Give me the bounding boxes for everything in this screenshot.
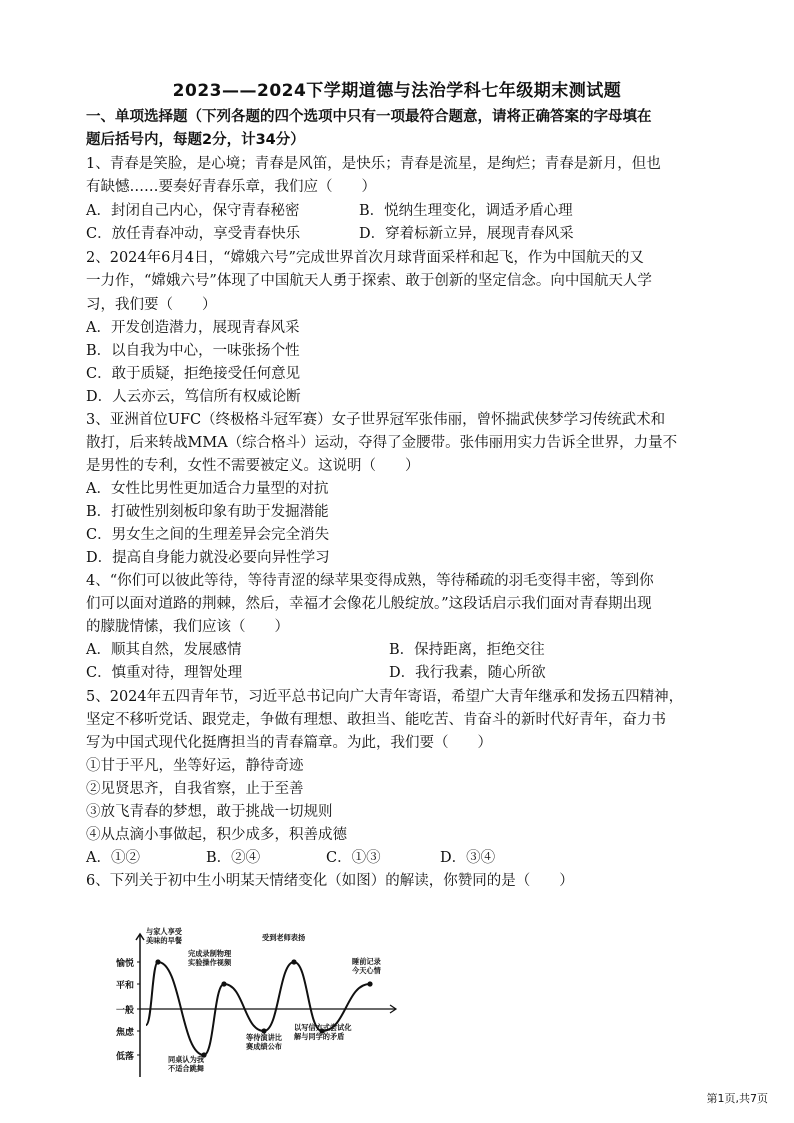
section-instruction-line1: 一、单项选择题（下列各题的四个选项中只有一项最符合题意，请将正确答案的字母填在	[86, 109, 652, 125]
event-annotation: 赛成绩公布	[246, 1042, 282, 1051]
emotion-point	[155, 959, 160, 964]
q1-stem-line2: 有缺憾……要奏好青春乐章，我们应（ ）	[86, 179, 376, 195]
q1-option-c: C．放任青春冲动，享受青春快乐	[86, 226, 301, 242]
q3-option-d: D．提高自身能力就没必要向异性学习	[86, 550, 330, 566]
q6-stem-line1: 6、下列关于初中生小明某天情绪变化（如图）的解读，你赞同的是（ ）	[86, 873, 574, 889]
q2-option-b: B．以自我为中心，一味张扬个性	[86, 343, 300, 359]
q5-statement-2: ②见贤思齐，自我省察，止于至善	[86, 781, 304, 797]
q2-option-c: C．敢于质疑，拒绝接受任何意见	[86, 366, 301, 382]
event-annotation: 美味的早餐	[146, 936, 182, 945]
q5-statement-3: ③放飞青春的梦想，敢于挑战一切规则	[86, 804, 333, 820]
q3-option-c: C．男女生之间的生理差异会完全消失	[86, 527, 330, 543]
q2-stem-line2: 一力作，“嫦娥六号”体现了中国航天人勇于探索、敢于创新的坚定信念。向中国航天人学	[86, 273, 652, 289]
q4-option-a: A．顺其自然，发展感情	[86, 642, 242, 658]
q5-option-b: B．②④	[206, 850, 261, 866]
q5-stem-line3: 写为中国式现代化挺膺担当的青春篇章。为此，我们要（ ）	[86, 735, 492, 751]
q3-stem-line3: 是男性的专利，女性不需要被定义。这说明（ ）	[86, 458, 420, 474]
q1-stem-line1: 1、青春是笑脸，是心境；青春是风笛，是快乐；青春是流星，是绚烂；青春是新月，但也	[86, 156, 661, 172]
emotion-change-chart	[96, 922, 416, 1087]
emotion-point	[221, 981, 226, 986]
event-annotation: 睡前记录	[352, 957, 381, 966]
q5-option-c: C．①③	[326, 850, 381, 866]
event-annotation: 实验操作视频	[188, 958, 232, 967]
y-level-label: 愉悦	[115, 959, 134, 969]
q5-option-a: A．①②	[86, 850, 140, 866]
q1-option-b: B．悦纳生理变化，调适矛盾心理	[359, 203, 573, 219]
q4-option-b: B．保持距离，拒绝交往	[389, 642, 545, 658]
chart-y-labels	[115, 957, 140, 1062]
q2-stem-line1: 2、2024年6月4日，“嫦娥六号”完成世界首次月球背面采样和起飞，作为中国航天的又	[86, 250, 644, 266]
event-annotation: 完成录制物理	[188, 949, 232, 958]
emotion-point	[367, 981, 372, 986]
q1-option-d: D．穿着标新立异，展现青春风采	[359, 226, 574, 242]
event-annotation: 解与同学的矛盾	[294, 1032, 345, 1041]
q4-stem-line3: 的朦胧情愫，我们应该（ ）	[86, 619, 289, 635]
event-annotation: 以写信方式尝试化	[294, 1023, 352, 1032]
event-annotation: 不适合跳舞	[168, 1064, 204, 1073]
event-annotation: 同桌认为我	[168, 1055, 204, 1064]
q2-option-a: A．开发创造潜力，展现青春风采	[86, 320, 300, 336]
q5-option-d: D．③④	[440, 850, 496, 866]
q3-option-b: B．打破性别刻板印象有助于发掘潜能	[86, 504, 329, 520]
event-annotation: 今天心情	[352, 966, 381, 975]
y-level-label: 平和	[115, 981, 134, 991]
y-level-label: 焦虑	[115, 1028, 134, 1038]
y-level-label: 一般	[115, 1006, 134, 1016]
q1-option-a: A．封闭自己内心，保守青春秘密	[86, 203, 300, 219]
page-title: 2023——2024下学期道德与法治学科七年级期末测试题	[172, 81, 622, 101]
q5-stem-line1: 5、2024年五四青年节，习近平总书记向广大青年寄语，希望广大青年继承和发扬五四精神，	[86, 689, 684, 705]
q2-option-d: D．人云亦云，笃信所有权威论断	[86, 389, 301, 405]
q3-stem-line2: 散打，后来转战MMA（综合格斗）运动，夺得了金腰带。张伟丽用实力告诉全世界，力量不	[86, 435, 678, 451]
q5-statement-4: ④从点滴小事做起，积少成多，积善成德	[86, 827, 347, 843]
q4-stem-line1: 4、“你们可以彼此等待，等待青涩的绿苹果变得成熟，等待稀疏的羽毛变得丰密，等到你	[86, 573, 654, 589]
event-annotation: 等待演讲比	[246, 1033, 282, 1042]
y-level-label: 低落	[115, 1052, 134, 1062]
event-annotation: 受到老师表扬	[262, 933, 306, 942]
q3-option-a: A．女性比男性更加适合力量型的对抗	[86, 481, 329, 497]
q4-stem-line2: 们可以面对道路的荆棘，然后，幸福才会像花儿般绽放。”这段话启示我们面对青春期出现	[86, 596, 652, 612]
section-instruction-line2: 题后括号内，每题2分，计34分）	[86, 132, 305, 148]
q3-stem-line1: 3、亚洲首位UFC（终极格斗冠军赛）女子世界冠军张伟丽，曾怀揣武侠梦学习传统武术和	[86, 412, 666, 428]
q2-stem-line3: 习，我们要（ ）	[86, 297, 217, 313]
chart-annotations	[146, 927, 382, 1073]
event-annotation: 与家人享受	[146, 927, 182, 936]
page-number: 第1页,共7页	[706, 1092, 768, 1105]
emotion-point	[291, 959, 296, 964]
q4-option-d: D．我行我素，随心所欲	[389, 665, 546, 681]
q4-option-c: C．慎重对待，理智处理	[86, 665, 243, 681]
q5-stem-line2: 坚定不移听党话、跟党走，争做有理想、敢担当、能吃苦、肯奋斗的新时代好青年，奋力书	[86, 712, 666, 728]
q5-statement-1: ①甘于平凡，坐等好运，静待奇迹	[86, 758, 304, 774]
